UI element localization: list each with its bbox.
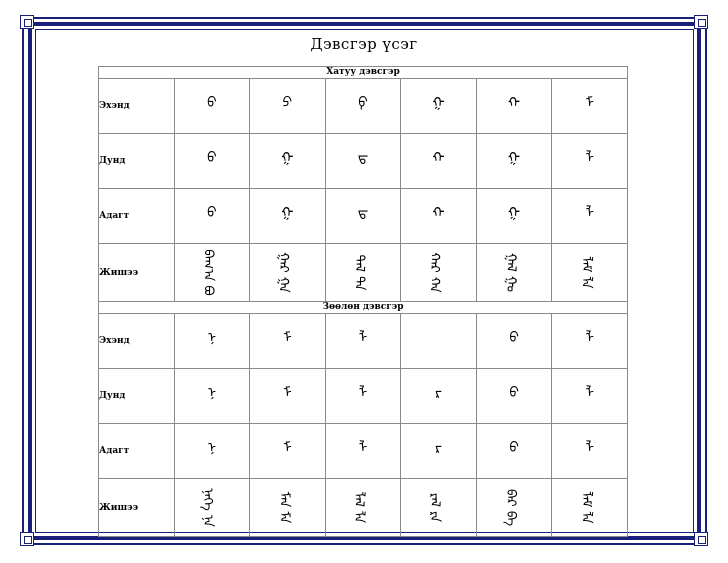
letter-form-cell — [325, 79, 401, 134]
letter-form-cell — [476, 79, 552, 134]
example-word-cell — [174, 244, 250, 302]
example-word-cell — [401, 244, 477, 302]
example-word: ᠭᠠᠷ ᠭᠠ — [275, 252, 291, 293]
section-heading: Зөөлөн дэвсгэр — [99, 302, 628, 314]
letter-glyph: ᠬ — [432, 150, 445, 166]
section-heading: Хатуу дэвсгэр — [99, 67, 628, 79]
letter-form-cell — [401, 189, 477, 244]
example-word: ᠷᠡᠯ ᠷᠡ — [427, 492, 443, 523]
letter-glyph: ᠯ — [585, 440, 594, 456]
letter-glyph: ᠯ — [358, 385, 368, 401]
letter-glyph: ᠮ — [283, 440, 292, 456]
example-word: ᠨᠡᠭᠡ ᠨᠡ — [200, 488, 216, 527]
example-word-cell — [476, 479, 552, 537]
letter-table — [98, 66, 628, 537]
letter-glyph: ᠮ — [283, 330, 292, 346]
row-label: Адагт — [99, 424, 175, 479]
table-row — [99, 369, 628, 424]
letter-form-cell — [250, 424, 326, 479]
letter-form-cell — [250, 134, 326, 189]
example-word: ᠪᠡᠷ ᠪᠡ — [502, 488, 518, 527]
letter-form-cell — [476, 189, 552, 244]
letter-form-cell — [325, 369, 401, 424]
letter-glyph: ᠪ — [509, 440, 519, 456]
letter-glyph: ᠭ — [508, 150, 521, 166]
row-label: Дунд — [99, 369, 175, 424]
table-row — [99, 134, 628, 189]
letter-form-cell — [174, 189, 250, 244]
page-title: Дэвсгэр үсэг — [310, 35, 418, 53]
example-word-cell — [174, 479, 250, 537]
letter-form-cell — [325, 424, 401, 479]
letter-glyph: ᠷ — [435, 440, 442, 456]
table-row — [99, 79, 628, 134]
letter-glyph: ᠳ — [357, 205, 369, 221]
letter-glyph: ᠪ — [207, 205, 217, 221]
section-header-row — [99, 67, 628, 79]
letter-form-cell — [250, 189, 326, 244]
letter-form-cell — [325, 134, 401, 189]
letter-form-cell — [476, 134, 552, 189]
letter-glyph: ᠨ — [207, 440, 217, 456]
letter-form-cell — [401, 369, 477, 424]
letter-glyph: ᠯ — [358, 440, 368, 456]
example-word: ᠯᠡᠮ ᠯᠡ — [578, 491, 594, 524]
table-row — [99, 244, 628, 302]
table-row — [99, 424, 628, 479]
section-header-row — [99, 302, 628, 314]
letter-glyph: ᠭ — [508, 205, 521, 221]
example-word: ᠪᠠᠭ᠎ᠠ ᠪᠣ — [200, 249, 216, 296]
letter-form-cell — [401, 314, 477, 369]
letter-form-cell — [174, 424, 250, 479]
border-corner-ornament — [20, 532, 34, 546]
example-word: ᠯᠠᠮ ᠯᠠ — [578, 256, 594, 289]
letter-glyph: ᠮ — [283, 385, 292, 401]
letter-form-cell — [401, 79, 477, 134]
letter-glyph: ᠬ — [432, 205, 445, 221]
letter-glyph: ᠮ — [585, 95, 594, 111]
letter-form-cell — [250, 79, 326, 134]
letter-form-cell — [174, 134, 250, 189]
letter-form-cell — [401, 424, 477, 479]
row-label: Адагт — [99, 189, 175, 244]
letter-glyph: ᠭ — [281, 205, 294, 221]
border-corner-ornament — [20, 15, 34, 29]
letter-glyph: ᠬ — [508, 95, 521, 111]
letter-glyph: ᠯ — [585, 205, 594, 221]
letter-glyph: ᠯ — [585, 385, 594, 401]
letter-glyph: ᠯ — [585, 150, 594, 166]
letter-form-cell — [476, 369, 552, 424]
letter-glyph: ᠭ — [432, 95, 445, 111]
example-word: ᠭᠠᠯ ᠭᠣ — [502, 252, 518, 293]
example-word-cell — [250, 479, 326, 537]
row-label: Эхэнд — [99, 79, 175, 134]
letter-glyph: ᠨ — [207, 385, 217, 401]
table-row — [99, 189, 628, 244]
example-word-cell — [476, 244, 552, 302]
letter-form-cell — [325, 314, 401, 369]
letter-form-cell — [476, 424, 552, 479]
example-word-cell — [250, 244, 326, 302]
letter-form-cell — [174, 79, 250, 134]
example-word: ᠮᠡᠨ ᠮᠡ — [275, 491, 291, 524]
letter-glyph: ᠳ — [357, 150, 369, 166]
example-word-cell — [401, 479, 477, 537]
letter-glyph: ᠯ — [358, 330, 368, 346]
letter-form-cell — [174, 369, 250, 424]
example-word: ᠯᠡᠯ ᠯᠡ — [351, 491, 367, 524]
letter-form-cell — [552, 369, 628, 424]
border-corner-ornament — [694, 532, 708, 546]
letter-form-cell — [250, 369, 326, 424]
letter-form-cell — [552, 189, 628, 244]
letter-glyph: ᠷ — [435, 385, 442, 401]
letter-glyph: ᠪ — [207, 95, 217, 111]
letter-form-cell — [476, 314, 552, 369]
row-label: Дунд — [99, 134, 175, 189]
example-word-cell — [552, 479, 628, 537]
border-corner-ornament — [694, 15, 708, 29]
example-word-cell — [325, 479, 401, 537]
example-word-cell — [325, 244, 401, 302]
letter-glyph: ᠪ — [207, 150, 217, 166]
letter-glyph: ᠭ — [281, 150, 294, 166]
letter-form-cell — [552, 424, 628, 479]
letter-glyph: ᠪ — [509, 385, 519, 401]
letter-form-cell — [552, 134, 628, 189]
table-row — [99, 314, 628, 369]
row-label: Эхэнд — [99, 314, 175, 369]
letter-form-cell — [552, 79, 628, 134]
letter-form-cell — [250, 314, 326, 369]
letter-form-cell — [325, 189, 401, 244]
example-word: ᠳᠠᠯ ᠲᠠ — [351, 254, 367, 291]
row-label: Жишээ — [99, 244, 175, 302]
example-word-cell — [552, 244, 628, 302]
letter-glyph: ᠨ — [207, 330, 217, 346]
letter-glyph: ᠯ — [585, 330, 594, 346]
example-word: ᠬᠠᠷ ᠬᠠ — [427, 252, 443, 293]
letter-glyph: ᠫ — [282, 95, 293, 111]
table-row — [99, 479, 628, 537]
letter-glyph: ᠪ — [509, 330, 519, 346]
letter-form-cell — [174, 314, 250, 369]
row-label: Жишээ — [99, 479, 175, 537]
letter-glyph: ᠹ — [358, 95, 368, 111]
letter-form-cell — [401, 134, 477, 189]
letter-form-cell — [552, 314, 628, 369]
